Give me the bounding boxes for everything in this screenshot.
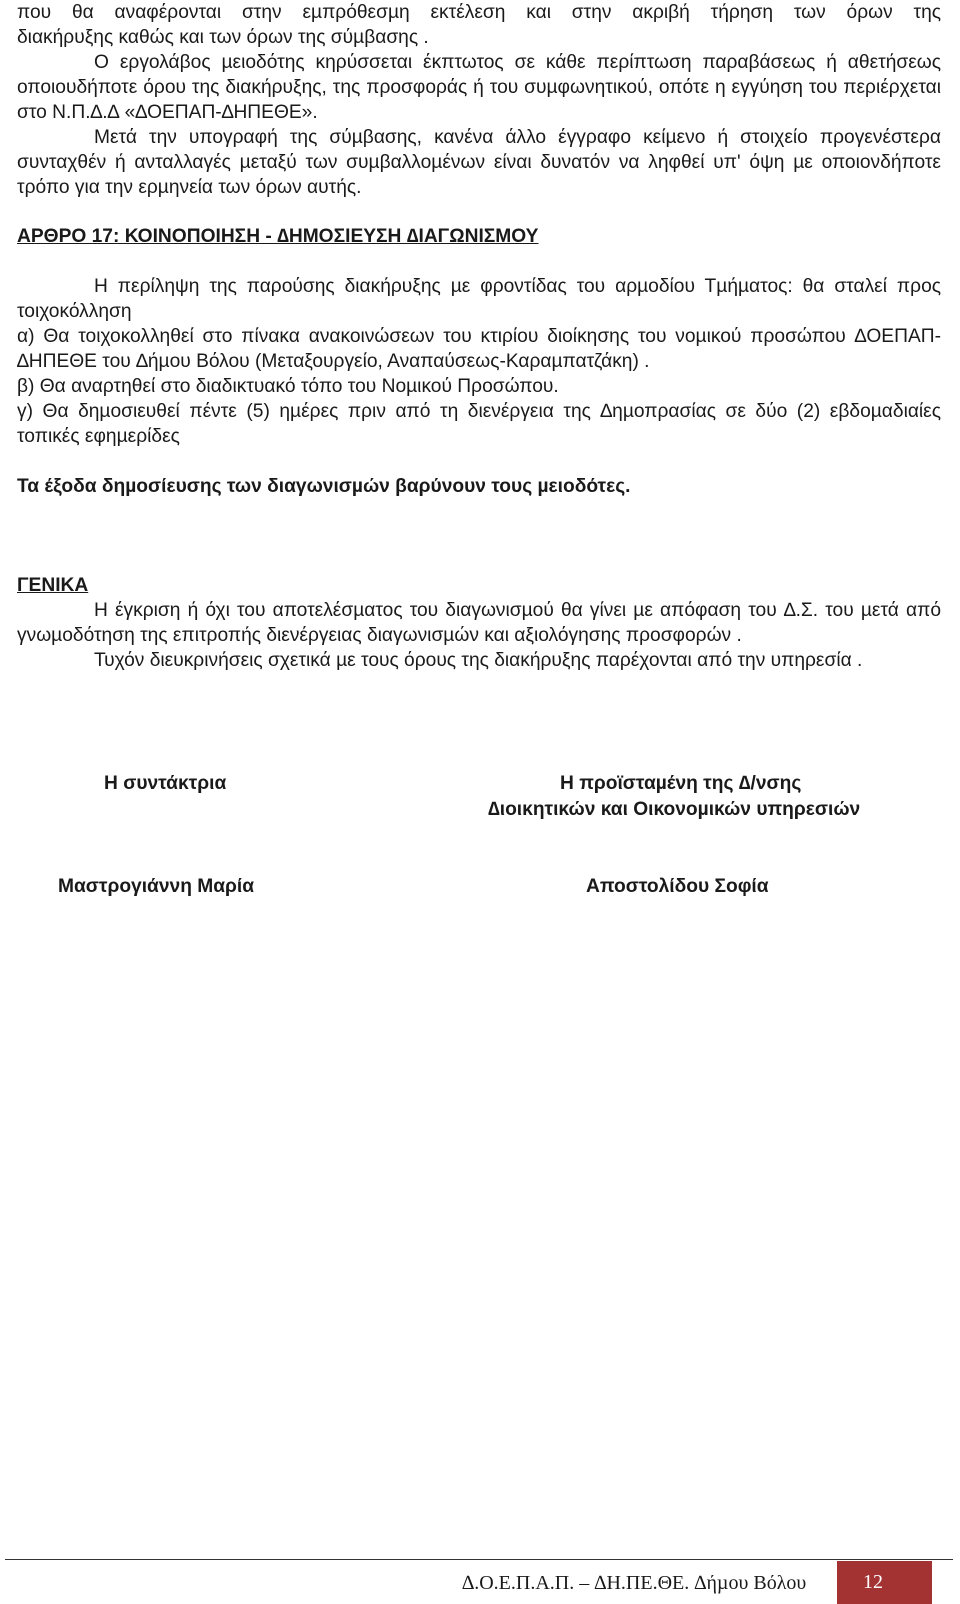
- signature-left-name: Μαστρογιάννη Μαρία: [58, 876, 255, 897]
- page-number-badge: [837, 1561, 932, 1604]
- general-body: [17, 598, 941, 673]
- signature-left-title: Η συντάκτρια: [104, 773, 227, 794]
- publication-costs-note: Τα έξοδα δηµοσίευσης των διαγωνισµών βαρύνουν τους µειοδότες.: [17, 476, 631, 497]
- signature-right-title-line2: ∆ιοικητικών και Οικονοµικών υπηρεσιών: [488, 799, 861, 820]
- footer-organization: ∆.Ο.Ε.Π.Α.Π. – ∆Η.ΠΕ.ΘΕ. ∆ήµου Βόλου: [462, 1572, 807, 1594]
- footer-divider: [5, 1559, 953, 1560]
- article-17-item-b: β) Θα αναρτηθεί στο διαδικτυακό τόπο του Νοµικού Προσώπου.: [17, 376, 559, 397]
- paragraph-continuation-line2: διακήρυξης καθώς και των όρων της σύµβασης .: [17, 27, 429, 48]
- article-17-heading: ΑΡΘΡΟ 17: ΚΟΙΝΟΠΟΙΗΣΗ - ∆ΗΜΟΣΙΕΥΣΗ ∆ΙΑΓΩΝΙΣΜΟΥ: [17, 226, 539, 247]
- general-heading: ΓΕΝΙΚΑ: [17, 575, 89, 596]
- paragraph-after-signing: Μετά την υπογραφή της σύµβασης, κανένα άλλο έγγραφο κείµενο ή στοιχείο προγενέστερα συνταχθέν ή ανταλλαγές µεταξύ των συµβαλλοµένων είναι δυνατόν να ληφθεί υπ' όψη µε οποιονδήποτε τρόπο για την ερµηνεία των όρων αυτής.: [17, 127, 941, 198]
- page-number: 12: [863, 1571, 883, 1593]
- article-17-item-c: γ) Θα δηµοσιευθεί πέντε (5) ηµέρες πριν από τη διενέργεια της ∆ηµοπρασίας σε δύο (2) εβδοµαδιαίες τοπικές εφηµερίδες: [17, 401, 941, 447]
- signature-right-name: Αποστολίδου Σοφία: [586, 876, 769, 897]
- article-17-body: [17, 274, 941, 449]
- general-clarifications-paragraph: Τυχόν διευκρινήσεις σχετικά µε τους όρους της διακήρυξης παρέχονται από την υπηρεσία .: [94, 650, 863, 671]
- general-approval-paragraph: Η έγκριση ή όχι του αποτελέσµατος του διαγωνισµού θα γίνει µε απόφαση του ∆.Σ. του µετά από γνωµοδότηση της επιτροπής διενέργειας διαγωνισµών και αξιολόγησης προσφορών .: [17, 600, 941, 646]
- article-17-intro: Η περίληψη της παρούσης διακήρυξης µε φροντίδας του αρµοδίου Τµήµατος: θα σταλεί προς τοιχοκόλληση: [17, 276, 941, 322]
- paragraph-continuation-line1: που θα αναφέρονται στην εµπρόθεσµη εκτέλεση και στην ακριβή τήρηση των όρων της: [17, 2, 941, 23]
- article-17-item-a: α) Θα τοιχοκολληθεί στο πίνακα ανακοινώσεων του κτιρίου διοίκησης του νοµικού προσώπου ∆ΟΕΠΑΠ-∆ΗΠΕΘΕ του ∆ήµου Βόλου (Μεταξουργείο, Αναπαύσεως-Καραµπατζάκη) .: [17, 326, 941, 372]
- paragraph-contractor-default: Ο εργολάβος µειοδότης κηρύσσεται έκπτωτος σε κάθε περίπτωση παραβάσεως ή αθετήσεως οποιουδήποτε όρου της διακήρυξης, της προσφοράς ή του συµφωνητικού, οπότε η εγγύηση του περιέρχεται στο Ν.Π.∆.∆ «∆ΟΕΠΑΠ-∆ΗΠΕΘΕ».: [17, 52, 941, 123]
- continuation-section: [17, 0, 941, 200]
- signature-right-title-line1: Η προϊσταµένη της ∆/νσης: [560, 773, 802, 794]
